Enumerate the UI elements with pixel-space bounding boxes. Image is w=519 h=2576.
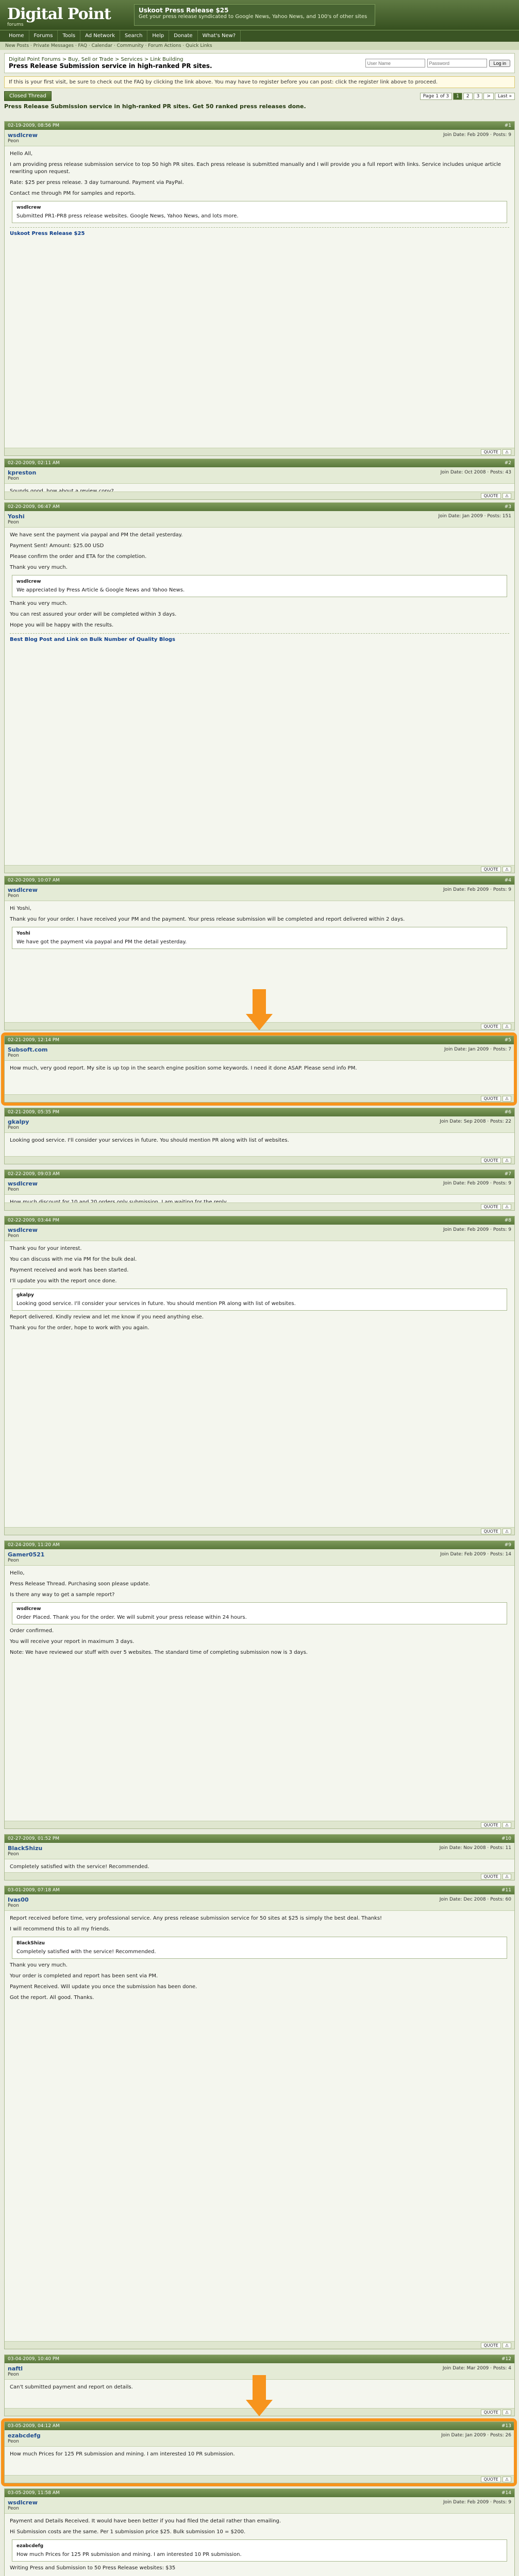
quote-author[interactable]: wsdlcrew (16, 1606, 41, 1612)
sub-nav: New Posts · Private Messages · FAQ · Calendar · Community · Forum Actions · Quick Links (0, 42, 519, 50)
quote-text: Completely satisfied with the service! Recommended. (16, 1949, 156, 1955)
nav-item-search[interactable]: Search (120, 30, 147, 42)
report-button[interactable]: ⚠ (503, 1158, 511, 1163)
post-date: 02-21-2009, 05:35 PM (8, 1110, 60, 1115)
post-signature (10, 633, 509, 643)
user-title: Peon (8, 1187, 19, 1192)
user-title: Peon (8, 2439, 19, 2444)
post-date: 03-05-2009, 11:58 AM (8, 2490, 60, 2496)
post-number[interactable]: #12 (501, 2357, 511, 2362)
post-userinfo (5, 1178, 514, 1195)
post-footer (5, 865, 514, 873)
post-footer (5, 1156, 514, 1164)
post-body (5, 901, 514, 956)
nav-item-what-s-new-[interactable]: What's New? (198, 30, 241, 42)
post-username[interactable]: wsdlcrew (8, 1180, 38, 1187)
report-button[interactable]: ⚠ (503, 2477, 511, 2482)
nav-item-ad-network[interactable]: Ad Network (80, 30, 120, 42)
quote-button[interactable]: QUOTE (481, 867, 500, 872)
quote-author[interactable]: gkalpy (16, 1293, 34, 1298)
post-text: Note: We have reviewed our stuff with over 5 websites. The standard time of completing submission now is 3 days. (10, 1650, 308, 1655)
post-date: 02-22-2009, 03:44 PM (8, 1218, 60, 1223)
breadcrumb (4, 53, 515, 73)
quote-text: We appreciated by Press Article & Google News and Yahoo News. (16, 587, 185, 593)
post-userinfo (5, 1116, 514, 1133)
post-text: Please confirm the order and ETA for the completion. (10, 554, 147, 560)
user-title: Peon (8, 520, 19, 525)
report-button[interactable]: ⚠ (503, 1822, 511, 1828)
post-number[interactable]: #3 (504, 504, 511, 510)
forum-post (4, 121, 515, 456)
post-text: Press Release Thread. Purchasing soon please update. (10, 1581, 150, 1587)
user-stats: Join Date: Mar 2009 · Posts: 4 (442, 2366, 511, 2371)
quote-button[interactable]: QUOTE (481, 1024, 500, 1029)
post-body (5, 528, 514, 648)
report-button[interactable]: ⚠ (503, 1529, 511, 1534)
nav-item-forums[interactable]: Forums (29, 30, 58, 42)
quote-author[interactable]: wsdlcrew (16, 579, 41, 584)
post-footer (5, 492, 514, 499)
nav-item-home[interactable]: Home (4, 30, 29, 42)
post-username[interactable]: gkalpy (8, 1118, 29, 1125)
post-number[interactable]: #6 (504, 1110, 511, 1115)
post-header (5, 459, 514, 467)
forum-post (4, 1540, 515, 1829)
post-text: You will receive your report in maximum 3 days. (10, 1639, 135, 1645)
quote-button[interactable]: QUOTE (481, 1204, 500, 1210)
post-username[interactable]: ezabcdefg (8, 2432, 41, 2439)
post-text: How much Prices for 125 PR submission and mining. I am interested 10 PR submission. (10, 2451, 235, 2457)
forum-post (4, 1216, 515, 1535)
post-text: You can rest assured your order will be completed within 3 days. (10, 612, 177, 617)
forum-post (4, 502, 515, 873)
arrow-head-icon (246, 2400, 273, 2416)
post-number[interactable]: #5 (504, 1038, 511, 1043)
user-stats: Join Date: Feb 2009 · Posts: 9 (443, 1227, 511, 1232)
post-footer (5, 448, 514, 455)
report-button[interactable]: ⚠ (503, 449, 511, 455)
quote-button[interactable]: QUOTE (481, 493, 500, 499)
top-pager-bar (4, 91, 515, 101)
user-title: Peon (8, 2372, 19, 2377)
post-date: 02-27-2009, 01:52 PM (8, 1836, 60, 1841)
user-title: Peon (8, 2506, 19, 2511)
header-ad[interactable]: Uskoot Press Release $25 Get your press release syndicated to Google News, Yahoo News, and 100's of other sites (134, 4, 375, 26)
post-quote (12, 1937, 507, 1959)
post-username[interactable]: Ivas00 (8, 1896, 29, 1903)
quote-text: Looking good service. I'll consider your services in future. You should mention PR along with list of websites. (16, 1301, 296, 1307)
post-username[interactable]: kpreston (8, 469, 37, 476)
post-text: Report received before time, very professional service. Any press release submission service for 50 sites at $25 is simply the best deal. Thanks! (10, 1916, 382, 1921)
post-userinfo (5, 467, 514, 484)
quote-text: We have got the payment via paypal and PM the detail yesterday. (16, 939, 187, 945)
page-title: Press Release Submission service in high-ranked PR sites. (9, 62, 212, 70)
user-title: Peon (8, 139, 19, 144)
post-text: We have sent the payment via paypal and PM the detail yesterday. (10, 532, 183, 538)
post-text: Got the report. All good. Thanks. (10, 1995, 94, 2001)
post-userinfo (5, 130, 514, 146)
post-text: I'll update you with the report once done. (10, 1278, 117, 1284)
post-date: 03-05-2009, 04:12 AM (8, 2424, 60, 2429)
page-label: Page 1 of 3 (420, 93, 453, 100)
post-text: Report delivered. Kindly review and let me know if you need anything else. (10, 1314, 204, 1320)
post-userinfo (5, 885, 514, 901)
user-stats: Join Date: Jan 2009 · Posts: 151 (438, 514, 511, 519)
nav-item-tools[interactable]: Tools (58, 30, 80, 42)
post-header (5, 1541, 514, 1549)
post-text: Contact me through PM for samples and reports. (10, 191, 136, 196)
quote-button[interactable]: QUOTE (481, 1822, 500, 1828)
post-number[interactable]: #8 (504, 1218, 511, 1223)
post-date: 03-04-2009, 10:40 PM (8, 2357, 60, 2362)
site-logo[interactable]: Digital Point forums (7, 5, 111, 27)
post-number[interactable]: #14 (501, 2490, 511, 2496)
post-footer (5, 1821, 514, 1828)
post-text: Payment and Details Received. It would have been better if you had filed the detail rather than emailing. (10, 2518, 281, 2524)
forum-post (4, 1108, 515, 1164)
forum-post (4, 1170, 515, 1211)
report-button[interactable]: ⚠ (503, 867, 511, 872)
forum-post (4, 1886, 515, 2349)
quote-button[interactable]: QUOTE (481, 449, 500, 455)
post-header (5, 1886, 514, 1894)
arrow-head-icon (246, 1014, 273, 1030)
post-number[interactable]: #2 (504, 461, 511, 466)
user-stats: Join Date: Feb 2009 · Posts: 14 (440, 1552, 511, 1557)
post-text: Payment Sent! Amount: $25.00 USD (10, 543, 104, 549)
post-text: Order confirmed. (10, 1628, 54, 1634)
highlight-box (1, 2418, 517, 2486)
user-title: Peon (8, 1558, 19, 1563)
quote-author[interactable]: Yoshi (16, 931, 30, 936)
post-date: 02-19-2009, 08:56 PM (8, 123, 60, 128)
post-date: 02-20-2009, 02:11 AM (8, 461, 60, 466)
post-username[interactable]: wsdlcrew (8, 1227, 38, 1233)
report-button[interactable]: ⚠ (503, 1096, 511, 1101)
quote-button[interactable]: QUOTE (481, 2343, 500, 2348)
post-number[interactable]: #4 (504, 878, 511, 883)
post-userinfo (5, 1894, 514, 1911)
welcome-notice: If this is your first visit, be sure to check out the FAQ by clicking the link above. You may have to register before you can post: click the register link above to proceed. (4, 76, 515, 88)
post-text: I will recommend this to all my friends. (10, 1926, 110, 1932)
post-text: Thank you very much. (10, 565, 68, 570)
post-footer (5, 2341, 514, 2349)
page-link[interactable]: 2 (463, 93, 473, 100)
post-number[interactable]: #7 (504, 1172, 511, 1177)
post-text: Rate: $25 per press release. 3 day turnaround. Payment via PayPal. (10, 180, 184, 185)
password-input[interactable] (427, 59, 487, 67)
user-title: Peon (8, 1125, 19, 1130)
post-body (5, 146, 514, 242)
user-stats: Join Date: Feb 2009 · Posts: 9 (443, 132, 511, 138)
post-quote (12, 1289, 507, 1311)
signature-link[interactable]: Uskoot Press Release $25 (10, 231, 85, 236)
post-text: Hope you will be happy with the results. (10, 622, 114, 628)
user-stats: Join Date: Nov 2008 · Posts: 11 (439, 1845, 511, 1851)
pagination (420, 93, 515, 100)
post-number[interactable]: #9 (504, 1543, 511, 1548)
quote-button[interactable]: QUOTE (481, 2410, 500, 2415)
post-text: Hello All, (10, 151, 33, 157)
quote-button[interactable]: QUOTE (481, 1096, 500, 1101)
quote-author[interactable]: ezabcdefg (16, 2544, 44, 2549)
post-date: 02-24-2009, 11:20 AM (8, 1543, 60, 1548)
post-quote (12, 575, 507, 597)
post-text: Is there any way to get a sample report? (10, 1592, 115, 1598)
thread-title: Press Release Submission service in high-ranked PR sites. Get 50 ranked press releases done. (4, 103, 306, 110)
post-username[interactable]: Subsoft.com (8, 1046, 48, 1053)
page-last[interactable]: Last » (495, 93, 515, 100)
arrow-icon (253, 2375, 266, 2400)
quote-text: Order Placed. Thank you for the order. We will submit your press release within 24 hours. (16, 1615, 247, 1620)
nav-item-donate[interactable]: Donate (169, 30, 197, 42)
user-stats: Join Date: Sep 2008 · Posts: 22 (440, 1119, 511, 1124)
page-next[interactable]: > (483, 93, 494, 100)
post-username[interactable]: wsdlcrew (8, 887, 38, 893)
report-button[interactable]: ⚠ (503, 2343, 511, 2348)
user-title: Peon (8, 1053, 19, 1058)
forum-post (4, 459, 515, 500)
post-username[interactable]: Gamer0521 (8, 1551, 45, 1558)
quote-author[interactable]: BlackShizu (16, 1941, 45, 1946)
user-title: Peon (8, 893, 19, 899)
quote-button[interactable]: QUOTE (481, 1529, 500, 1534)
post-number[interactable]: #10 (501, 1836, 511, 1841)
post-text: Thank you for your order. I have received your PM and the payment. Your press release submission will be completed and report delivered within 2 days. (10, 917, 405, 922)
page-link[interactable]: 3 (474, 93, 483, 100)
post-header (5, 2489, 514, 2497)
post-text: Hello, (10, 1570, 25, 1576)
quote-button[interactable]: QUOTE (481, 1158, 500, 1163)
post-header (5, 2355, 514, 2363)
report-button[interactable]: ⚠ (503, 2410, 511, 2415)
username-input[interactable] (365, 59, 425, 67)
post-text: Payment received and work has been started. (10, 1267, 129, 1273)
post-header (5, 1835, 514, 1843)
quote-button[interactable]: QUOTE (481, 2477, 500, 2482)
post-date: 02-22-2009, 09:03 AM (8, 1172, 60, 1177)
quote-button[interactable]: QUOTE (481, 1874, 500, 1879)
post-date: 03-01-2009, 07:18 AM (8, 1888, 60, 1893)
breadcrumb-path[interactable]: Digital Point Forums > Buy, Sell or Trade > Services > Link Building (9, 57, 183, 62)
arrow-icon (253, 989, 266, 1014)
forum-post (4, 1834, 515, 1880)
report-button[interactable]: ⚠ (503, 1204, 511, 1210)
post-header (5, 1108, 514, 1116)
closed-thread-button[interactable]: Closed Thread (4, 91, 52, 101)
user-stats: Join Date: Jan 2009 · Posts: 7 (444, 1047, 511, 1052)
post-body (5, 1133, 514, 1152)
main-nav (0, 30, 519, 42)
post-footer (5, 1872, 514, 1880)
post-footer (5, 1527, 514, 1535)
post-text: Can't submitted payment and report on details. (10, 2384, 133, 2390)
post-text: Looking good service. I'll consider your services in future. You should mention PR along with list of websites. (10, 1138, 289, 1143)
post-userinfo (5, 2497, 514, 2514)
user-stats: Join Date: Dec 2008 · Posts: 60 (439, 1897, 511, 1902)
user-title: Peon (8, 476, 19, 481)
post-body (5, 2514, 514, 2576)
post-userinfo (5, 511, 514, 528)
post-number[interactable]: #1 (504, 123, 511, 128)
report-button[interactable]: ⚠ (503, 493, 511, 499)
nav-item-help[interactable]: Help (147, 30, 169, 42)
post-number[interactable]: #11 (501, 1888, 511, 1893)
highlight-box (1, 1032, 517, 1106)
post-header (5, 1216, 514, 1225)
post-text: You can discuss with me via PM for the bulk deal. (10, 1257, 137, 1262)
post-text: Hi Yoshi, (10, 906, 31, 911)
post-quote (12, 2539, 507, 2562)
post-text: I am providing press release submission service to top 50 high PR sites. Each press release is submitted manually and I will provide you a full report with links. Service includes unique article rewriting upon request. (10, 162, 501, 175)
post-text: Your order is completed and report has been sent via PM. (10, 1973, 158, 1979)
post-date: 02-21-2009, 12:14 PM (8, 1038, 60, 1043)
user-title: Peon (8, 1903, 19, 1908)
post-userinfo (5, 1843, 514, 1859)
login-button[interactable]: Log in (489, 60, 510, 67)
post-username[interactable]: naftl (8, 2365, 23, 2372)
user-stats: Join Date: Jan 2009 · Posts: 26 (441, 2433, 511, 2438)
post-header (5, 503, 514, 511)
report-button[interactable]: ⚠ (503, 1024, 511, 1029)
signature-link[interactable]: Best Blog Post and Link on Bulk Number of Quality Blogs (10, 637, 175, 642)
post-text: Thank you for your interest. (10, 1246, 82, 1251)
post-date: 02-20-2009, 10:07 AM (8, 878, 60, 883)
post-date: 02-20-2009, 06:47 AM (8, 504, 60, 510)
forum-post (4, 2488, 515, 2576)
post-text: Thank you very much. (10, 601, 68, 606)
post-text: Writing Press and Submission to 50 Press Release websites: $35 (10, 2565, 176, 2571)
user-title: Peon (8, 1233, 19, 1239)
post-username[interactable]: BlackShizu (8, 1845, 43, 1852)
post-text: Hi Submission costs are the same. Per 1 submission price $25. Bulk submission 10 = $200. (10, 2529, 246, 2535)
user-stats: Join Date: Oct 2008 · Posts: 43 (440, 470, 511, 475)
post-quote (12, 201, 507, 223)
user-title: Peon (8, 1852, 19, 1857)
user-stats: Join Date: Feb 2009 · Posts: 9 (443, 1181, 511, 1186)
post-body (5, 1911, 514, 2009)
post-footer (5, 1202, 514, 1210)
user-stats: Join Date: Feb 2009 · Posts: 9 (443, 2500, 511, 2505)
site-header (0, 0, 519, 30)
post-quote (12, 1602, 507, 1624)
post-text: Thank you for the order, hope to work with you again. (10, 1325, 149, 1331)
post-userinfo (5, 1225, 514, 1241)
post-username[interactable]: wsdlcrew (8, 2499, 38, 2506)
post-username[interactable]: Yoshi (8, 513, 25, 520)
quote-text: How much Prices for 125 PR submission and mining. I am interested 10 PR submission. (16, 2552, 242, 2557)
page-link[interactable]: 1 (453, 93, 462, 100)
post-body (5, 1566, 514, 1664)
post-number[interactable]: #13 (501, 2424, 511, 2429)
post-body (5, 1241, 514, 1340)
post-userinfo (5, 1549, 514, 1566)
post-text: How much, very good report. My site is up top in the search engine position some keywords. I need it done ASAP. Please send info PM. (10, 1065, 357, 1071)
quote-author[interactable]: wsdlcrew (16, 205, 41, 210)
post-signature (10, 227, 509, 238)
report-button[interactable]: ⚠ (503, 1874, 511, 1879)
quote-text: Submitted PR1-PR8 press release websites. Google News, Yahoo News, and lots more. (16, 213, 239, 219)
login-form (365, 57, 510, 70)
post-text: Completely satisfied with the service! Recommended. (10, 1864, 149, 1870)
post-text: Thank you very much. (10, 1962, 68, 1968)
post-header (5, 1170, 514, 1178)
post-header (5, 876, 514, 885)
post-header (5, 122, 514, 130)
user-stats: Join Date: Feb 2009 · Posts: 9 (443, 887, 511, 892)
post-text: Payment Received. Will update you once the submission has been done. (10, 1984, 197, 1990)
post-quote (12, 927, 507, 949)
post-username[interactable]: wsdlcrew (8, 132, 38, 139)
